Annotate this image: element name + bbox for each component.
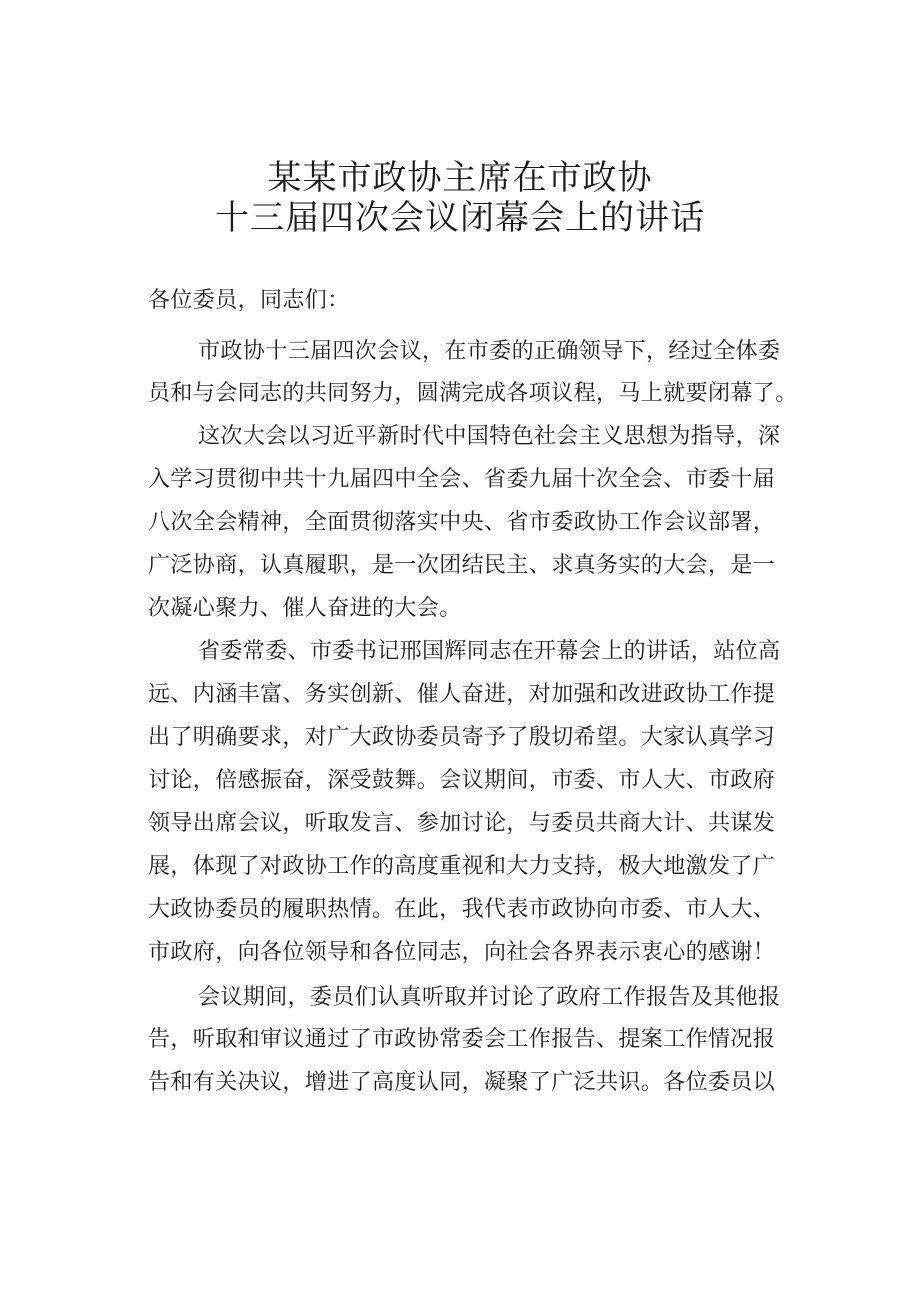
paragraph-line: 领导出席会议，听取发言、参加讨论，与委员共商大计、共谋发 [148, 811, 776, 836]
paragraph-line: 告，听取和审议通过了市政协常委会工作报告、提案工作情况报 [148, 1027, 776, 1052]
paragraph-line: 员和与会同志的共同努力，圆满完成各项议程，马上就要闭幕了。 [148, 381, 798, 406]
paragraph-line: 市政府，向各位领导和各位同志，向社会各界表示衷心的感谢！ [148, 940, 776, 965]
document-title-line-1: 某某市政协主席在市政协 [267, 158, 653, 198]
salutation: 各位委员，同志们： [148, 288, 350, 313]
paragraph-line: 广泛协商，认真履职，是一次团结民主、求真务实的大会，是一 [148, 553, 776, 578]
paragraph-line: 省委常委、市委书记邢国辉同志在开幕会上的讲话，站位高 [198, 639, 781, 664]
document-title-line-2: 十三届四次会议闭幕会上的讲话 [215, 198, 705, 238]
paragraph-line: 讨论，倍感振奋，深受鼓舞。会议期间，市委、市人大、市政府 [148, 768, 776, 793]
paragraph-line: 次凝心聚力、催人奋进的大会。 [148, 596, 462, 621]
paragraph-line: 八次全会精神，全面贯彻落实中央、省市委政协工作会议部署， [148, 510, 776, 535]
paragraph-line: 市政协十三届四次会议，在市委的正确领导下，经过全体委 [198, 339, 781, 364]
paragraph-line: 出了明确要求，对广大政协委员寄予了殷切希望。大家认真学习 [148, 725, 776, 750]
paragraph-line: 这次大会以习近平新时代中国特色社会主义思想为指导，深 [198, 424, 781, 449]
paragraph-line: 入学习贯彻中共十九届四中全会、省委九届十次全会、市委十届 [148, 467, 776, 492]
paragraph-line: 告和有关决议，增进了高度认同，凝聚了广泛共识。各位委员以 [148, 1070, 776, 1095]
paragraph-line: 展，体现了对政协工作的高度重视和大力支持，极大地激发了广 [148, 854, 776, 879]
paragraph-line: 会议期间，委员们认真听取并讨论了政府工作报告及其他报 [198, 985, 781, 1010]
paragraph-line: 大政协委员的履职热情。在此，我代表市政协向市委、市人大、 [148, 897, 776, 922]
paragraph-line: 远、内涵丰富、务实创新、催人奋进，对加强和改进政协工作提 [148, 682, 776, 707]
